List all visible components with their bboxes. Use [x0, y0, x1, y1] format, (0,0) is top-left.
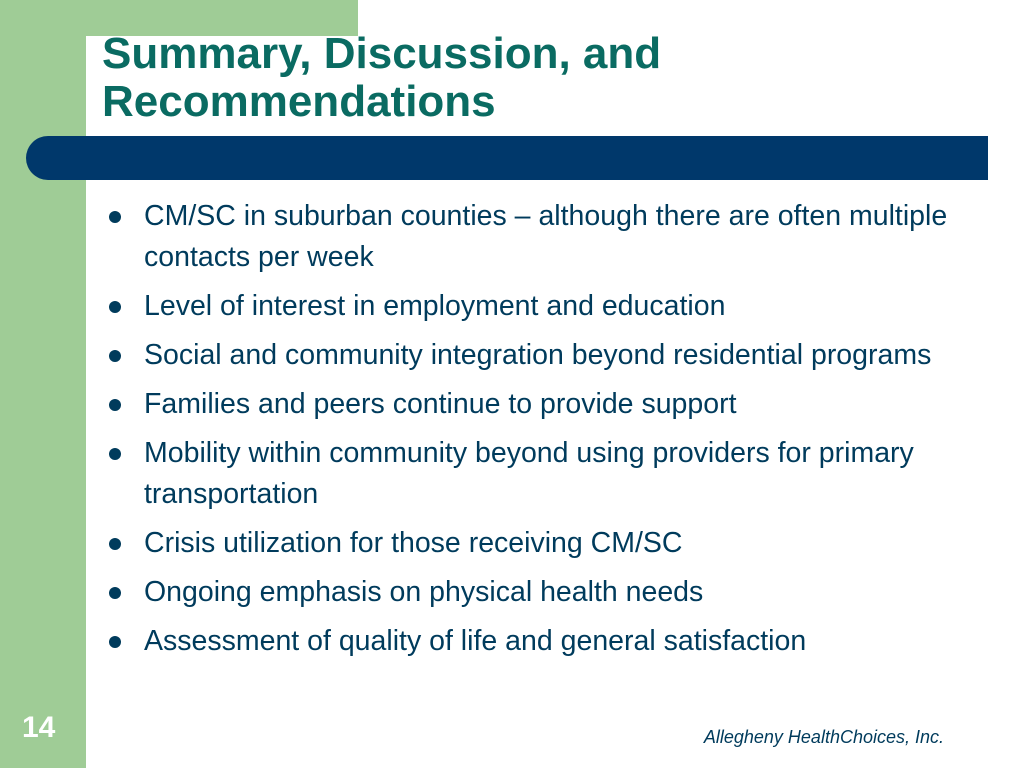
footer-organization: Allegheny HealthChoices, Inc.: [703, 727, 944, 747]
bullet-dot-icon: [109, 538, 121, 550]
title-underline-bar: [26, 136, 988, 180]
bullet-item: [100, 196, 1000, 278]
bullet-dot-icon: [109, 301, 121, 313]
bullet-item: [100, 523, 1000, 564]
bullet-text: Families and peers continue to provide support: [144, 388, 737, 420]
bullet-item: [100, 572, 1000, 613]
bullet-text: CM/SC in suburban counties – although there are often multiple contacts per week: [144, 200, 948, 273]
left-accent-band: [0, 0, 86, 768]
bullet-text: Level of interest in employment and education: [144, 290, 726, 322]
bullet-text: Crisis utilization for those receiving CM/SC: [144, 527, 683, 559]
bullet-item: [100, 335, 1000, 376]
bullet-list: [100, 196, 1000, 670]
bullet-dot-icon: [109, 587, 121, 599]
bullet-item: [100, 286, 1000, 327]
bullet-dot-icon: [109, 211, 121, 223]
bullet-text: Assessment of quality of life and general satisfaction: [144, 625, 807, 657]
bullet-text: Social and community integration beyond residential programs: [144, 339, 932, 371]
bullet-item: [100, 433, 1000, 515]
bullet-dot-icon: [109, 448, 121, 460]
bullet-dot-icon: [109, 350, 121, 362]
bullet-item: [100, 384, 1000, 425]
bullet-item: [100, 621, 1000, 662]
bullet-dot-icon: [109, 399, 121, 411]
slide-title: Summary, Discussion, and Recommendations: [102, 29, 662, 126]
slide-number: 14: [22, 711, 56, 744]
bullet-dot-icon: [109, 636, 121, 648]
bullet-text: Mobility within community beyond using providers for primary transportation: [144, 437, 914, 510]
bullet-text: Ongoing emphasis on physical health needs: [144, 576, 704, 608]
